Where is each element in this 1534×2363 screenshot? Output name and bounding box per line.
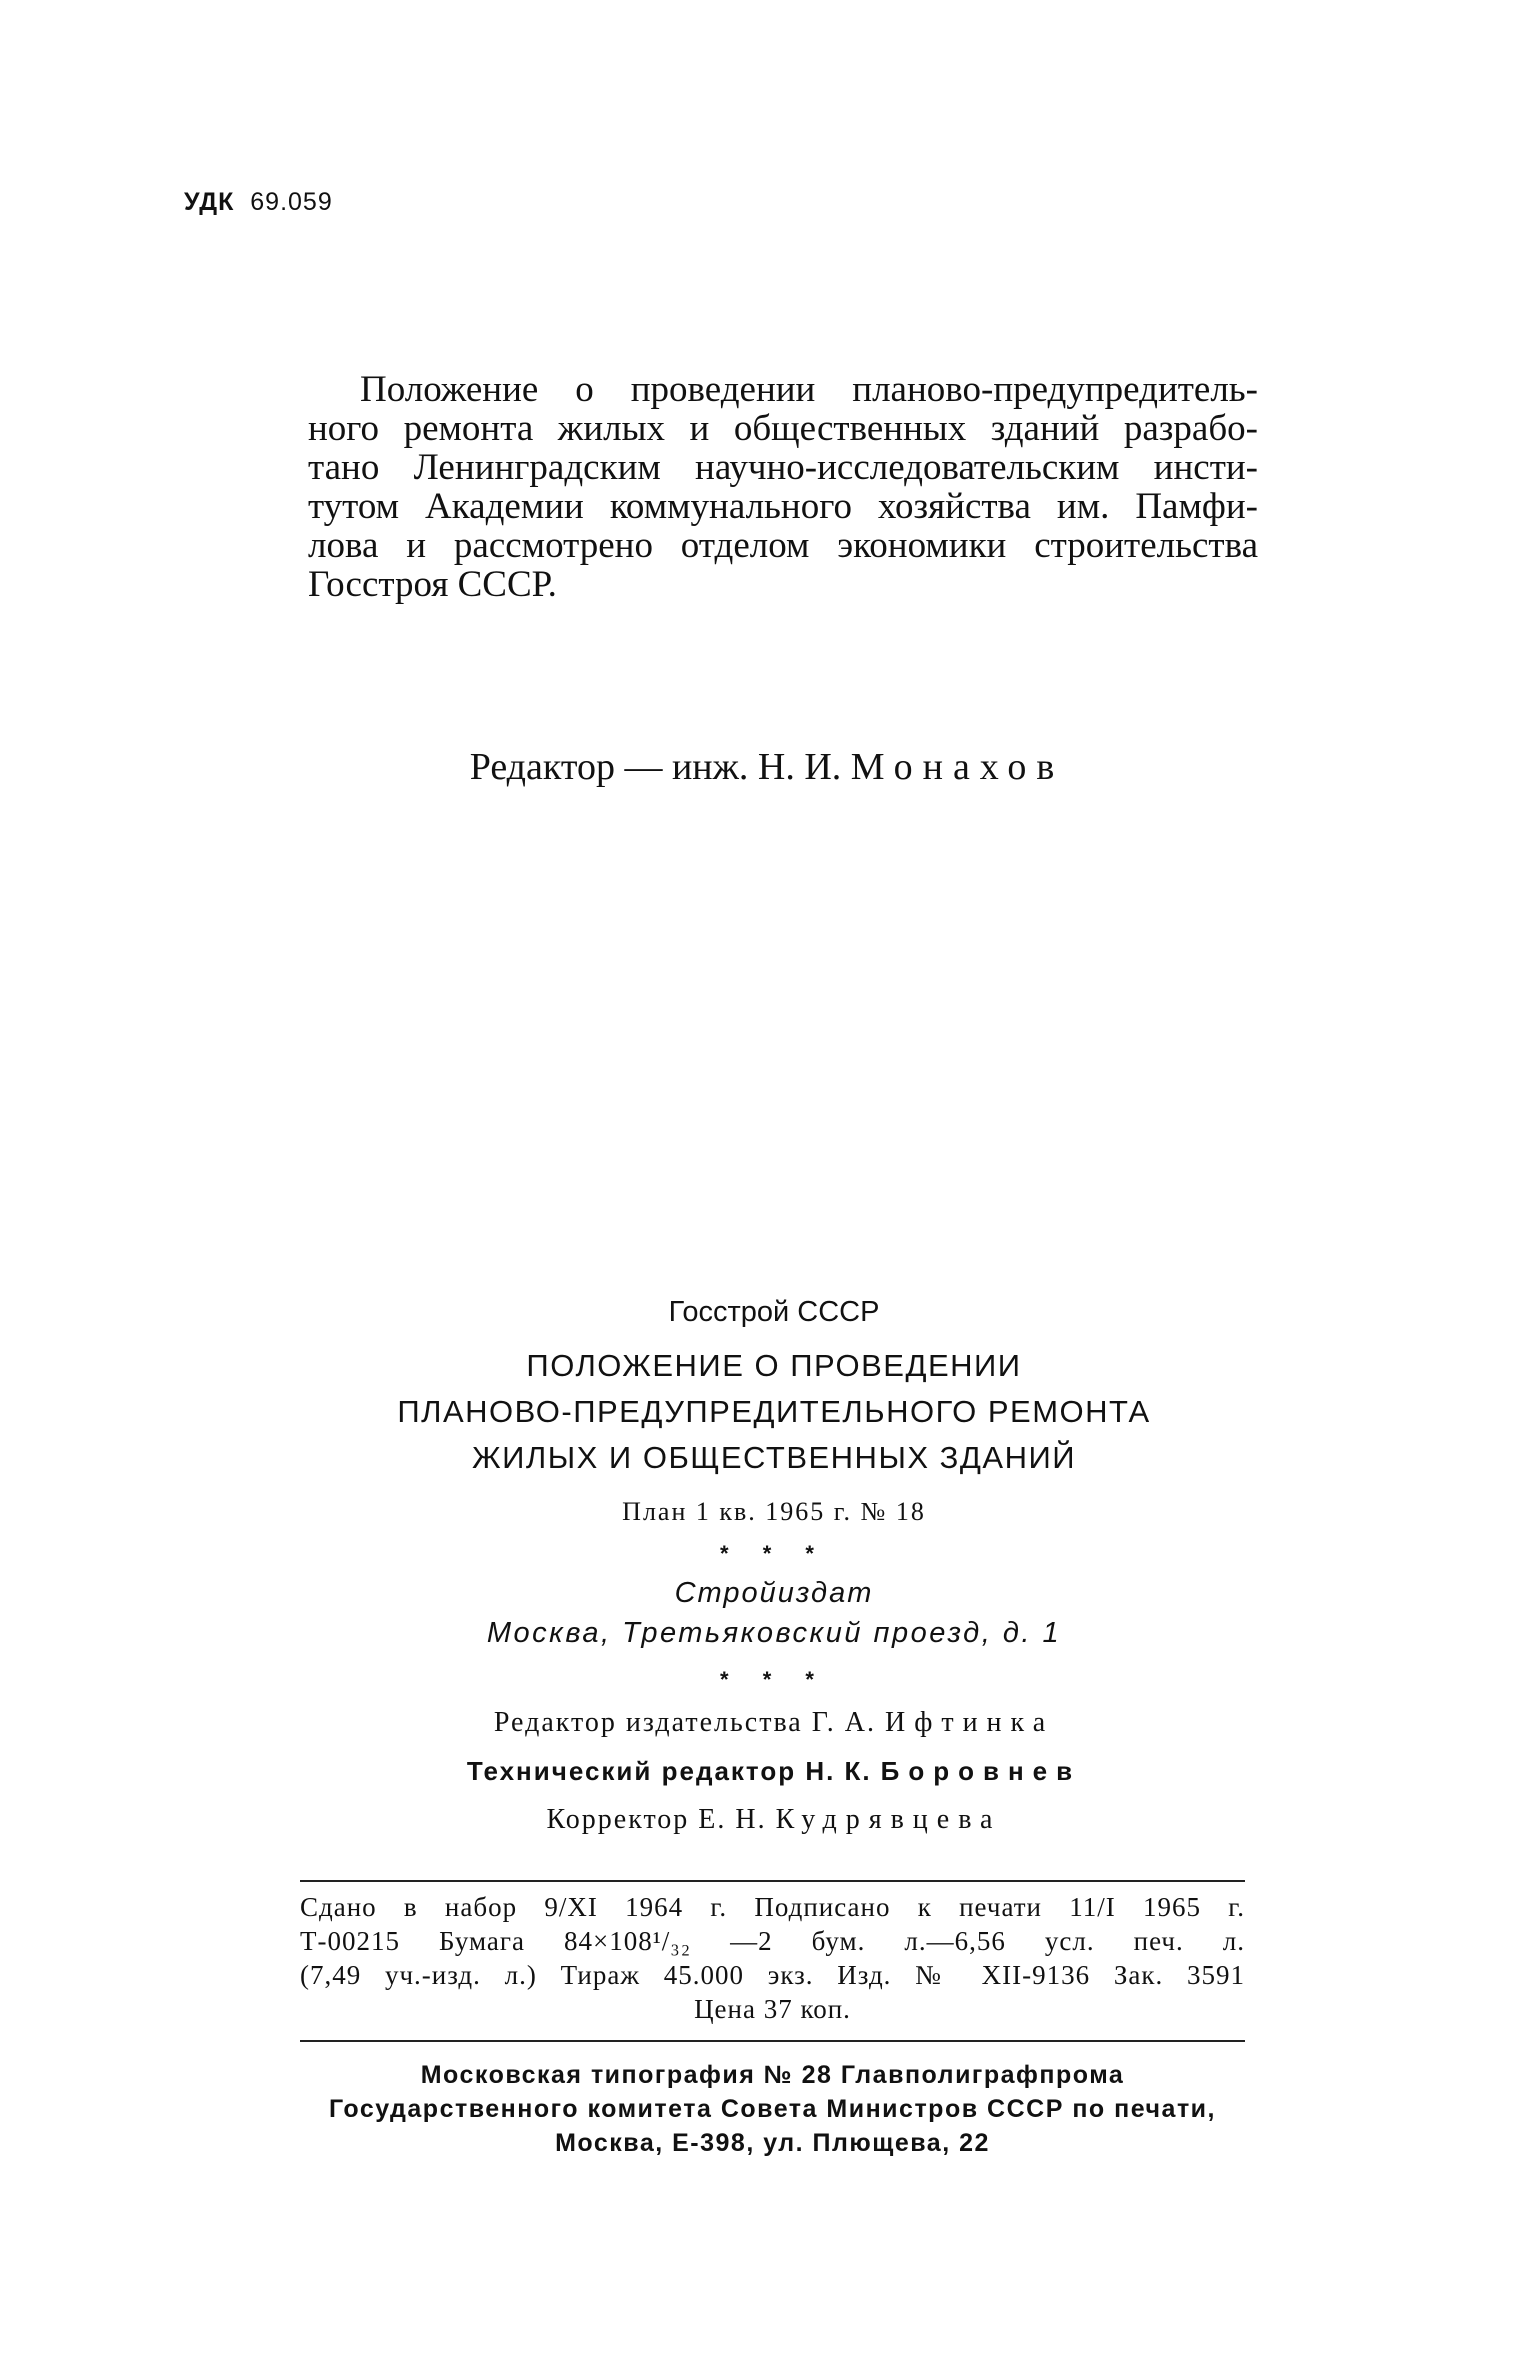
staff-name: Боровнев xyxy=(880,1756,1082,1786)
publisher-address: Москва, Третьяковский проезд, д. 1 xyxy=(486,1617,1062,1649)
book-title-line: ПОЛОЖЕНИЕ О ПРОВЕДЕНИИ xyxy=(526,1348,1022,1383)
udk-label: УДК xyxy=(184,188,235,216)
publisher-name: Стройиздат xyxy=(674,1577,874,1609)
plan-number: План 1 кв. 1965 г. № 18 xyxy=(622,1497,926,1526)
staff-name: Ифтинка xyxy=(884,1707,1055,1738)
udk-code xyxy=(184,188,333,217)
main-editor-credit xyxy=(0,745,1534,789)
staff-role: Корректор Е. Н. xyxy=(546,1804,767,1835)
intro-line: тано Ленинградским научно-исследовательским инсти- xyxy=(308,447,1258,488)
editor-role: Редактор — инж. Н. И. xyxy=(469,746,842,788)
udk-number: 69.059 xyxy=(250,188,333,216)
intro-line: Положение о проведении планово-предупредитель- xyxy=(360,369,1258,410)
divider-line xyxy=(300,1880,1245,1882)
intro-line: тутом Академии коммунального хозяйства им. Памфи- xyxy=(308,486,1258,527)
printing-house-line: Государственного комитета Совета Министров СССР по печати, xyxy=(328,2095,1216,2123)
organization: Госстрой СССР xyxy=(668,1296,880,1328)
staff-name: Кудрявцева xyxy=(775,1804,1002,1835)
printing-house-line: Москва, Е-398, ул. Плющева, 22 xyxy=(555,2129,990,2157)
staff-credits xyxy=(300,1699,1248,1844)
book-title-line: ЖИЛЫХ И ОБЩЕСТВЕННЫХ ЗДАНИЙ xyxy=(471,1440,1077,1475)
print-detail-line: (7,49 уч.-изд. л.) Тираж 45.000 экз. Изд. № XII-9136 Зак. 3591 xyxy=(300,1960,1245,1990)
print-detail-line: Сдано в набор 9/XI 1964 г. Подписано к печати 11/I 1965 г. xyxy=(300,1892,1245,1922)
intro-paragraph xyxy=(308,370,1258,604)
staff-line xyxy=(300,1796,1248,1844)
print-details xyxy=(300,1890,1245,2026)
imprint-block xyxy=(300,1296,1248,1844)
printing-house xyxy=(300,2058,1245,2160)
separator-stars: * * * xyxy=(720,1667,828,1692)
publisher xyxy=(300,1573,1248,1653)
price: Цена 37 коп. xyxy=(694,1994,851,2024)
divider-line xyxy=(300,2040,1245,2042)
intro-line: ного ремонта жилых и общественных зданий разрабо- xyxy=(308,408,1258,449)
staff-role: Технический редактор Н. К. xyxy=(466,1756,872,1786)
book-title-line: ПЛАНОВО-ПРЕДУПРЕДИТЕЛЬНОГО РЕМОНТА xyxy=(397,1394,1151,1429)
staff-role: Редактор издательства Г. А. xyxy=(493,1707,876,1738)
staff-line xyxy=(300,1699,1248,1747)
staff-line xyxy=(300,1747,1248,1796)
editor-surname: Монахов xyxy=(850,746,1065,788)
separator-stars: * * * xyxy=(720,1541,828,1566)
printing-house-line: Московская типография № 28 Главполиграфпрома xyxy=(420,2061,1125,2089)
print-detail-line: Т-00215 Бумага 84×108¹/₃₂ —2 бум. л.—6,56 усл. печ. л. xyxy=(300,1926,1245,1956)
intro-line: Госстроя СССР. xyxy=(308,564,557,605)
intro-line: лова и рассмотрено отделом экономики строительства xyxy=(308,525,1258,566)
